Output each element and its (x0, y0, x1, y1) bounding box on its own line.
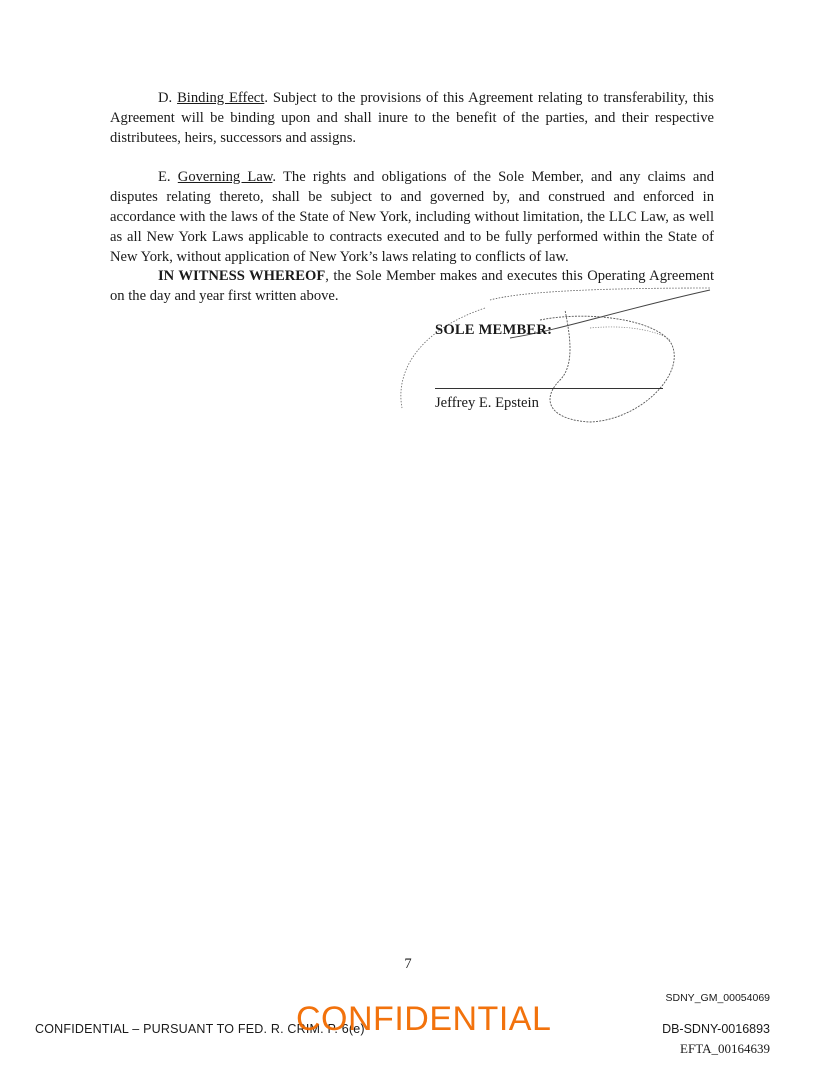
signature-label: SOLE MEMBER: (435, 322, 553, 338)
section-heading: Binding Effect (177, 90, 265, 106)
section-text: . Subject to the provisions of this Agreement relating to transferability, this Agreement will be binding upon and shall inure to the benefit of the parties, and their respective distributees, heirs, successors and assigns. (110, 90, 714, 146)
section-letter: E. (158, 169, 171, 185)
section-governing-law (110, 167, 714, 267)
section-text: . The rights and obligations of the Sole Member, and any claims and disputes relating thereto, shall be subject to and governed by, and construed and enforced in accordance with the laws of the State of New York, including without limitation, the LLC Law, as well as all New York Laws applicable to contracts executed and to be fully performed within the State of New York, without application of New York’s laws relating to conflicts of law. (110, 169, 714, 265)
signature-line (435, 388, 663, 389)
witness-lead: IN WITNESS WHEREOF (158, 268, 326, 284)
section-letter: D. (158, 90, 173, 106)
witness-text: , the Sole Member makes and executes this Operating Agreement on the day and year first written above. (110, 268, 715, 304)
bates-number-efta: EFTA_00164639 (680, 1041, 770, 1056)
confidential-notice: CONFIDENTIAL – PURSUANT TO FED. R. CRIM. P. 6(e) (35, 1022, 365, 1036)
signatory-name: Jeffrey E. Epstein (435, 395, 539, 411)
section-heading: Governing Law (177, 169, 273, 185)
bates-number-sdny-gm: SDNY_GM_00054069 (665, 992, 770, 1004)
section-binding-effect (110, 88, 714, 148)
bates-number-db: DB-SDNY-0016893 (662, 1022, 770, 1036)
confidential-stamp: CONFIDENTIAL (296, 1000, 552, 1038)
page-number: 7 (404, 956, 412, 972)
